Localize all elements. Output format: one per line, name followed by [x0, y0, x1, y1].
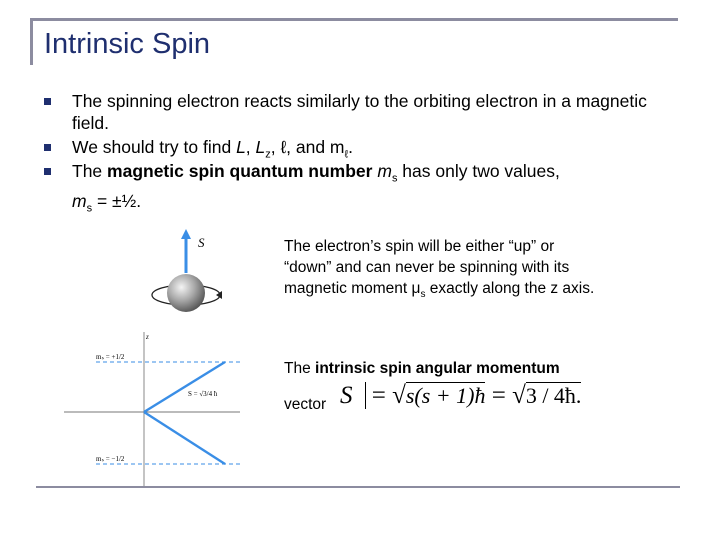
- bullet-item-2: [44, 136, 684, 161]
- bullet-square-icon: [44, 98, 51, 105]
- formula-lhs: S: [340, 382, 353, 409]
- lower-level-label: mₛ = −1/2: [96, 455, 125, 463]
- spin-magnitude-label: S = √3/4 ħ: [188, 390, 218, 398]
- bullet-text-2: We should try to find L, $L_z$, ℓ, and $m_\ell$.: [72, 137, 353, 161]
- spin-levels-figure: [60, 330, 242, 486]
- formula-middle: s(s + 1)ħ: [405, 383, 486, 408]
- bullet-text-1: The spinning electron reacts similarly to the orbiting electron in a magnetic field.: [72, 91, 647, 133]
- spin-caption: [284, 236, 684, 305]
- spinning-electron-figure: [140, 225, 270, 325]
- formula-eq-2: =: [491, 382, 506, 409]
- bullet-list: [44, 90, 684, 214]
- spin-up-vector: [144, 362, 225, 412]
- title-frame-top: [30, 18, 678, 21]
- vector-label: vector: [284, 396, 327, 413]
- z-axis-label: z: [146, 333, 149, 341]
- spin-down-vector: [144, 412, 225, 464]
- sqrt-icon: √: [512, 382, 526, 409]
- upper-level-label: mₛ = +1/2: [96, 353, 125, 361]
- spin-vector-label: S: [198, 235, 205, 250]
- bullet-item-3: [44, 160, 684, 214]
- title-frame-left: [30, 18, 33, 65]
- electron-sphere: [167, 274, 205, 312]
- bullet-square-icon: [44, 144, 51, 151]
- bullet-square-icon: [44, 168, 51, 175]
- momentum-caption: The intrinsic spin angular momentum: [284, 360, 560, 377]
- formula-rhs: 3 / 4ħ.: [525, 383, 582, 408]
- formula-eq-1: =: [371, 382, 386, 409]
- spin-magnitude-formula: [340, 382, 581, 410]
- spin-vector-arrowhead: [181, 229, 191, 239]
- slide-title: Intrinsic Spin: [44, 28, 211, 60]
- spin-caption-line-1: The electron’s spin will be either “up” or: [284, 238, 555, 255]
- spin-caption-line-2: “down” and can never be spinning with its: [284, 259, 570, 276]
- sqrt-icon: √: [392, 382, 406, 409]
- bullet-item-1: [44, 90, 684, 134]
- bullet-text-3: The magnetic spin quantum number $m_s$ has only two values, $m_s$ = ±½.: [72, 161, 560, 214]
- spin-caption-line-3: magnetic moment $\mu_s$ exactly along the z axis.: [284, 280, 595, 301]
- slide-bottom-rule: [36, 486, 680, 488]
